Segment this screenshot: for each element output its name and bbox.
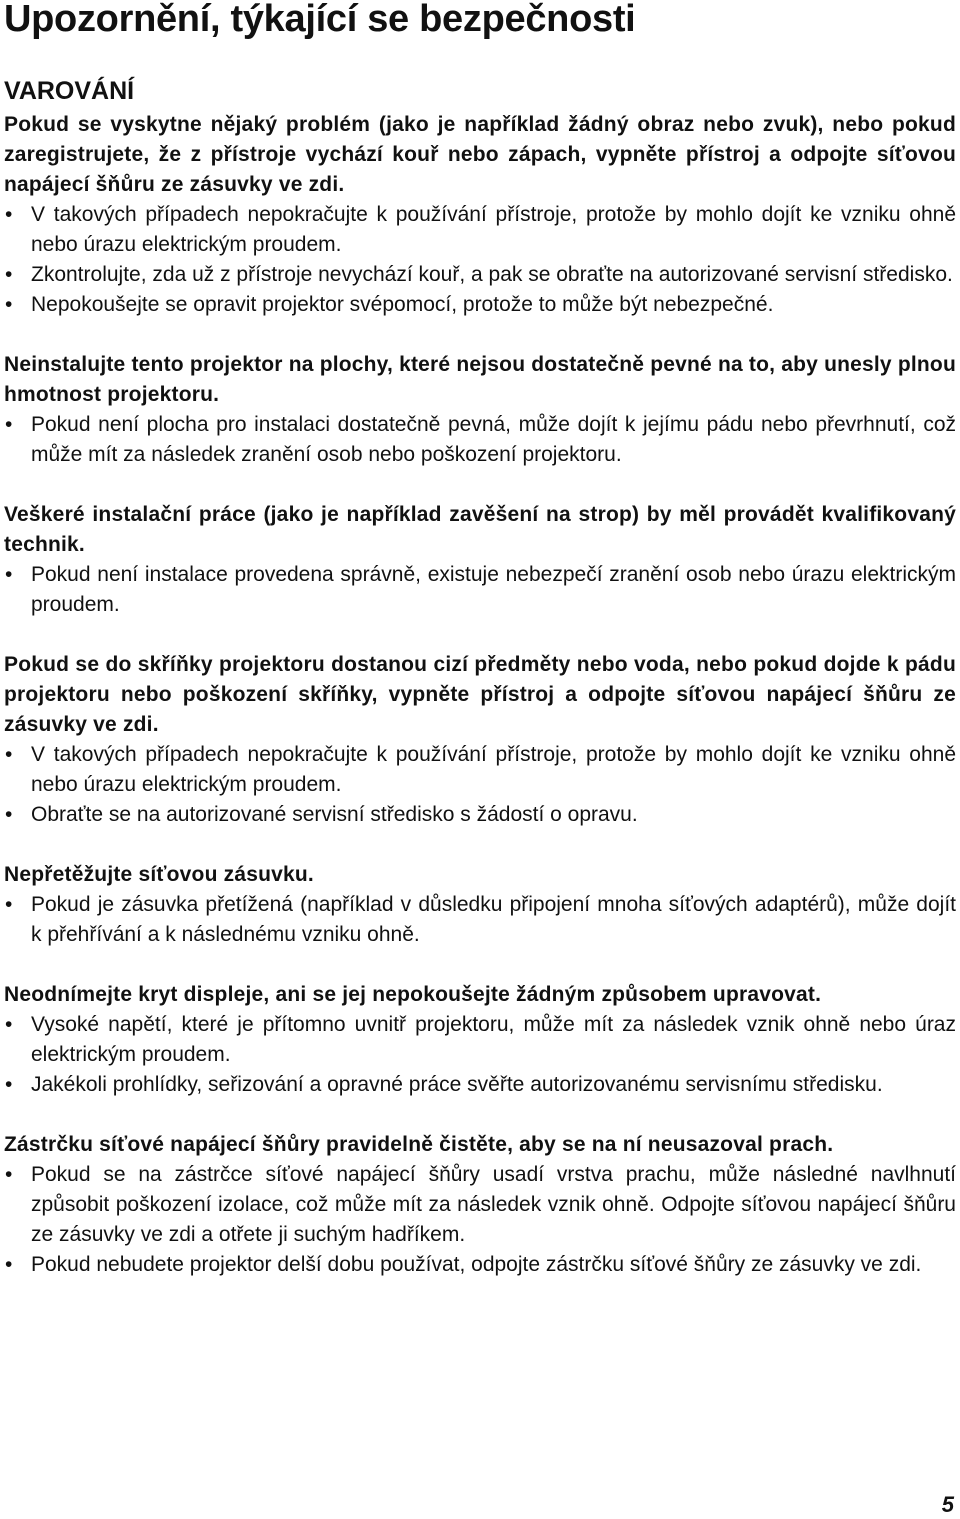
section-heading: Nepřetěžujte síťovou zásuvku. (4, 863, 314, 886)
warning-section (4, 980, 956, 1100)
bullet-icon: • (5, 203, 13, 226)
bullet-item (4, 1160, 956, 1250)
bullet-icon: • (5, 413, 13, 436)
page-number: 5 (941, 1492, 954, 1517)
page-title: Upozornění, týkající se bezpečnosti (4, 0, 636, 40)
bullet-text: Obraťte se na autorizované servisní středisko s žádostí o opravu. (31, 803, 638, 826)
bullet-item (4, 1250, 956, 1280)
bullet-list (4, 1010, 956, 1100)
warning-section (4, 650, 956, 830)
bullet-icon: • (5, 293, 13, 316)
warning-section (4, 110, 956, 320)
bullet-item (4, 740, 956, 800)
bullet-icon: • (5, 743, 13, 766)
warning-section (4, 350, 956, 470)
bullet-item (4, 1010, 956, 1070)
warning-sections (4, 110, 956, 1280)
bullet-icon: • (5, 803, 13, 826)
bullet-icon: • (5, 1073, 13, 1096)
bullet-text: Pokud není instalace provedena správně, existuje nebezpečí zranění osob nebo úrazu elektrickým proudem. (31, 563, 956, 616)
bullet-text: Pokud se na zástrčce síťové napájecí šňůry usadí vrstva prachu, může následné navlhnutí způsobit poškození izolace, což může mít za následek vznik ohně. Odpojte síťovou napájecí šňůru ze zásuvky ve zdi a otřete ji suchým hadříkem. (31, 1163, 956, 1246)
section-heading: Pokud se do skříňky projektoru dostanou cizí předměty nebo voda, nebo pokud dojde k pádu projektoru nebo poškození skříňky, vypněte přístroj a odpojte síťovou napájecí šňůru ze zásuvky ve zdi. (4, 653, 956, 736)
warning-section (4, 1130, 956, 1280)
bullet-list (4, 740, 956, 830)
warning-label: VAROVÁNÍ (4, 77, 135, 105)
bullet-icon: • (5, 893, 13, 916)
bullet-item (4, 890, 956, 950)
bullet-item (4, 410, 956, 470)
bullet-item (4, 260, 956, 290)
bullet-list (4, 200, 956, 320)
bullet-list (4, 1160, 956, 1280)
bullet-icon: • (5, 1163, 13, 1186)
section-heading: Neodnímejte kryt displeje, ani se jej nepokoušejte žádným způsobem upravovat. (4, 983, 822, 1006)
bullet-item (4, 800, 956, 830)
bullet-item (4, 560, 956, 620)
section-heading: Neinstalujte tento projektor na plochy, které nejsou dostatečně pevné na to, aby unesly plnou hmotnost projektoru. (4, 353, 956, 406)
bullet-icon: • (5, 563, 13, 586)
warning-section (4, 860, 956, 950)
bullet-list (4, 410, 956, 470)
bullet-icon: • (5, 263, 13, 286)
bullet-list (4, 560, 956, 620)
bullet-text: Pokud není plocha pro instalaci dostatečně pevná, může dojít k jejímu pádu nebo převrhnutí, což může mít za následek zranění osob nebo poškození projektoru. (31, 413, 956, 466)
section-heading: Pokud se vyskytne nějaký problém (jako je například žádný obraz nebo zvuk), nebo pokud zaregistrujete, že z přístroje vychází kouř nebo zápach, vypněte přístroj a odpojte síťovou napájecí šňůru ze zásuvky ve zdi. (4, 113, 956, 196)
bullet-item (4, 200, 956, 260)
bullet-text: Jakékoli prohlídky, seřizování a opravné práce svěřte autorizovanému servisnímu středisku. (31, 1073, 883, 1096)
bullet-icon: • (5, 1253, 13, 1276)
document-body (4, 72, 956, 1310)
bullet-item (4, 1070, 956, 1100)
bullet-list (4, 890, 956, 950)
bullet-text: V takových případech nepokračujte k používání přístroje, protože by mohlo dojít ke vzniku ohně nebo úrazu elektrickým proudem. (31, 743, 956, 796)
bullet-icon: • (5, 1013, 13, 1036)
bullet-text: V takových případech nepokračujte k používání přístroje, protože by mohlo dojít ke vzniku ohně nebo úrazu elektrickým proudem. (31, 203, 956, 256)
bullet-text: Nepokoušejte se opravit projektor svépomocí, protože to může být nebezpečné. (31, 293, 774, 316)
section-heading: Zástrčku síťové napájecí šňůry pravidelně čistěte, aby se na ní neusazoval prach. (4, 1133, 834, 1156)
section-heading: Veškeré instalační práce (jako je například zavěšení na strop) by měl provádět kvalifikovaný technik. (4, 503, 956, 556)
bullet-text: Pokud je zásuvka přetížená (například v důsledku připojení mnoha síťových adaptérů), může dojít k přehřívání a k následnému vzniku ohně. (31, 893, 956, 946)
bullet-text: Zkontrolujte, zda už z přístroje nevychází kouř, a pak se obraťte na autorizované servisní středisko. (31, 263, 953, 286)
bullet-text: Pokud nebudete projektor delší dobu používat, odpojte zástrčku síťové šňůry ze zásuvky ve zdi. (31, 1253, 922, 1276)
bullet-item (4, 290, 956, 320)
warning-section (4, 500, 956, 620)
bullet-text: Vysoké napětí, které je přítomno uvnitř projektoru, může mít za následek vznik ohně nebo úraz elektrickým proudem. (31, 1013, 956, 1066)
